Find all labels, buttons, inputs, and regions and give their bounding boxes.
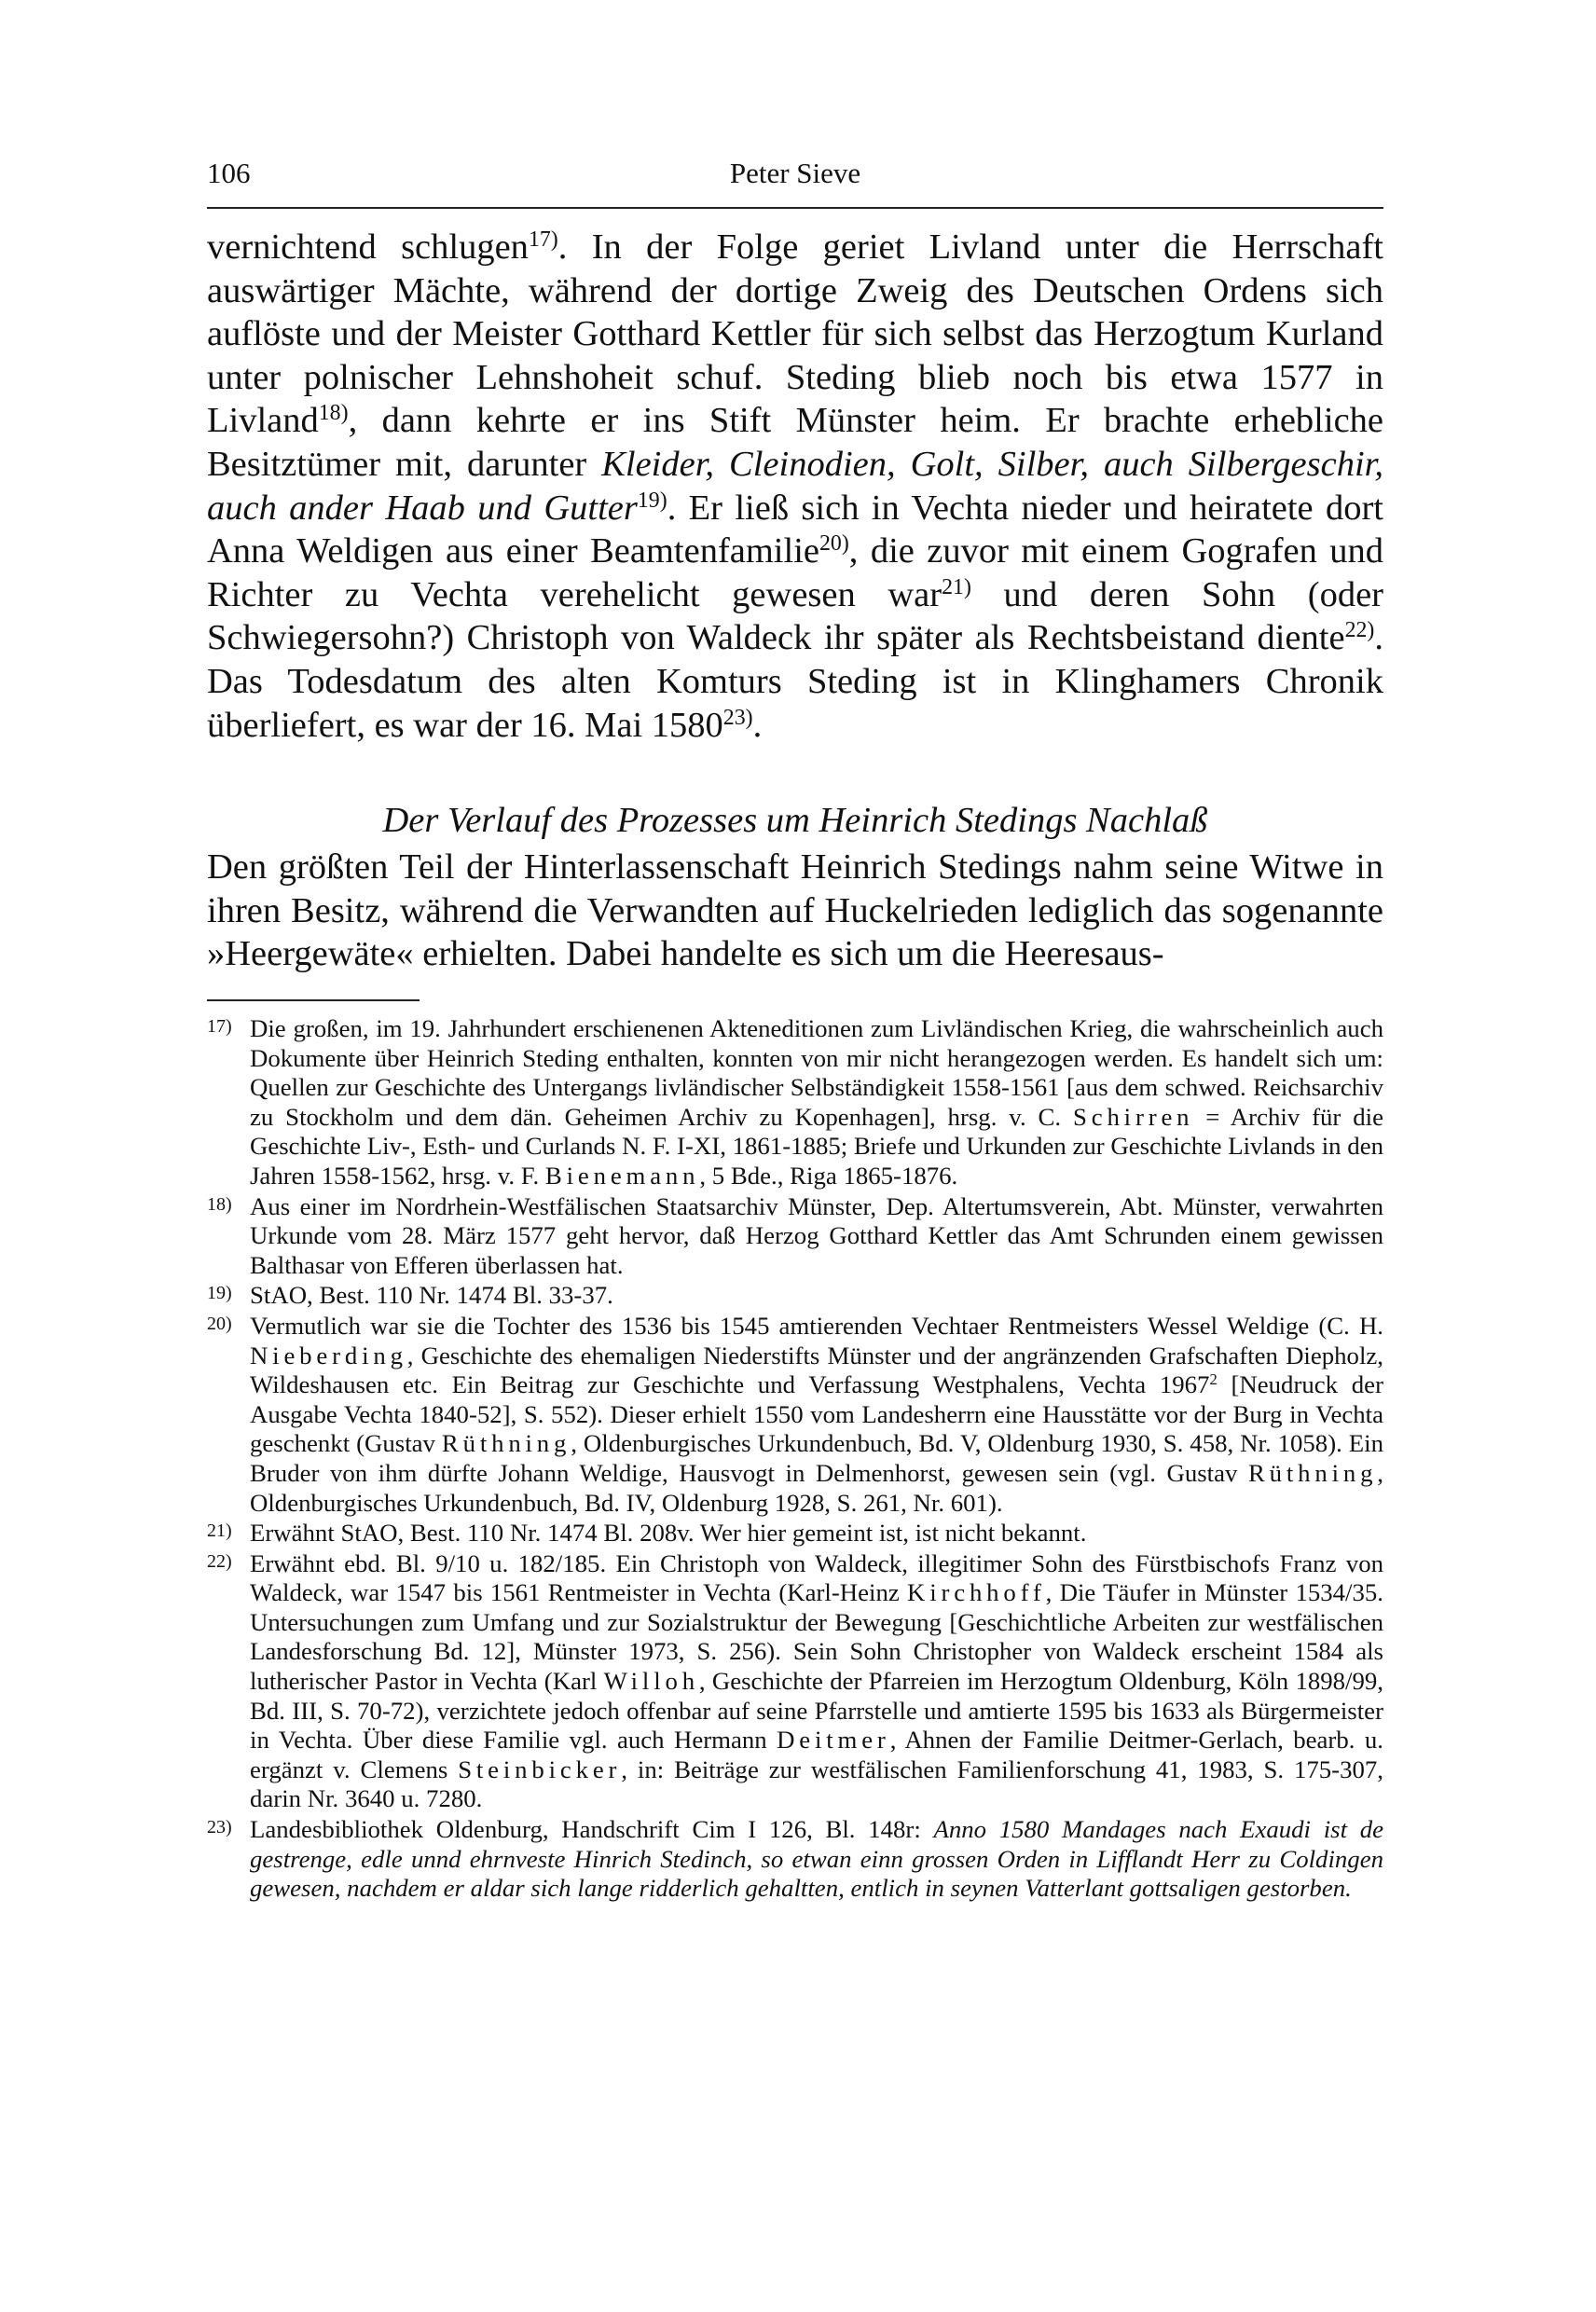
footnote <box>207 1549 1383 1814</box>
text-run: Vermutlich war sie die Tochter des 1536 bis 1545 amtierenden Vechtaer Rentmeisters Wessel Weldige (C. H. <box>250 1311 1383 1340</box>
author-name: Willoh <box>603 1667 699 1696</box>
text-run: . In der Folge geriet Livland unter die Herrschaft auswärtiger Mächte, während der dortige Zweig des Deutschen Ordens sich auflöste und der Meister Gotthard Kettler für sich selbst das Herzogtum Kurland unter polnischer Lehnshoheit schuf. Steding blieb noch bis etwa 1577 in Livland <box>207 227 1383 441</box>
text-run: , 5 Bde., Riga 1865-1876. <box>699 1161 958 1190</box>
italic-run: Kleider, Cleinodien, Golt, Silber, auch Silbergeschir, auch ander Haab und Gutter <box>207 444 1384 528</box>
text-run: = Archiv für die Geschichte Liv-, Esth- und Curlands N. F. I-XI, 1861-1885; Briefe und Urkunden zur Geschichte Livlands in den Jahren 1558-1562, hrsg. v. F. <box>250 1102 1383 1190</box>
footnote-number: 22) <box>207 1550 232 1572</box>
footnote-reference: 2 <box>1209 1370 1218 1388</box>
text-run: Aus einer im Nordrhein-Westfälischen Staatsarchiv Münster, Dep. Altertumsverein, Abt. Münster, verwahrten Urkunde vom 28. März 1577 geht hervor, daß Herzog Gotthard Kettler das Amt Schrunden einem gewissen Balthasar von Efferen überlassen hat. <box>250 1191 1383 1279</box>
text-run: . <box>752 705 763 745</box>
text-run: vernichtend schlugen <box>207 227 529 267</box>
footnote-text <box>250 1281 1383 1311</box>
text-run: [Neudruck der Ausgabe Vechta 1840-52], S. 552). Dieser erhielt 1550 vom Landesherrn eine Hausstätte vor der Burg in Vechta geschenkt (Gustav <box>250 1370 1383 1458</box>
text-run: , Ahnen der Familie Deitmer-Gerlach, bearb. u. ergänzt v. Clemens <box>250 1726 1383 1783</box>
author-name: Schirren <box>1073 1102 1194 1131</box>
text-run: , Oldenburgisches Urkundenbuch, Bd. V, Oldenburg 1930, S. 458, Nr. 1058). Ein Bruder von ihm dürfte Johann Weldige, Hausvogt in Delmenhorst, gewesen sein (vgl. Gustav <box>250 1429 1383 1487</box>
footnote-number: 19) <box>207 1283 232 1304</box>
footnote-number: 23) <box>207 1817 232 1838</box>
text-run: , Geschichte des ehemaligen Niederstifts Münster und der angränzenden Grafschaften Diepholz, Wildeshausen etc. Ein Beitrag zur Geschichte und Verfassung Westphalens, Vechta 1967 <box>250 1341 1383 1399</box>
running-head: Peter Sieve <box>729 157 861 189</box>
footnote-reference: 20) <box>819 531 849 557</box>
paragraph-2 <box>207 846 1383 976</box>
footnote-text <box>250 1312 1383 1518</box>
footnote-reference: 17) <box>528 227 558 252</box>
text-run: Die großen, im 19. Jahrhundert erschienenen Akteneditionen zum Livländischen Krieg, die wahrscheinlich auch Dokumente über Heinrich Steding enthalten, konnten von mir nicht herangezogen werden. Es handelt sich um: Quellen zur Geschichte des Untergangs livländischer Selbständigkeit 1558-1561 [aus dem schwed. Reichsarchiv zu Stockholm und dem dän. Geheimen Archiv zu Kopenhagen], hrsg. v. C. <box>250 1014 1383 1131</box>
author-name: Kirchhoff <box>907 1578 1046 1607</box>
author-name: Steinbicker <box>458 1755 622 1783</box>
text-run: Den größten Teil der Hinterlassenschaft Heinrich Stedings nahm seine Witwe in ihren Besitz, während die Verwandten auf Huckelrieden lediglich das sogenannte »Heergewäte« erhielten. Dabei handelte es sich um die Heeresaus- <box>207 847 1383 974</box>
author-name: Bienemann <box>544 1161 700 1190</box>
text-run: , in: Beiträge zur westfälischen Familienforschung 41, 1983, S. 175-307, darin Nr. 3640 u. 7280. <box>250 1755 1384 1813</box>
text-run: . Er ließ sich in Vechta nieder und heiratete dort Anna Weldigen aus einer Beamtenfamilie <box>207 488 1383 571</box>
footnote-number: 17) <box>207 1016 232 1037</box>
footnote-reference: 19) <box>637 488 667 513</box>
author-name: Deitmer <box>777 1726 890 1755</box>
footnote <box>207 1281 1383 1311</box>
footnote-text <box>250 1519 1383 1548</box>
footnote <box>207 1312 1383 1518</box>
paragraph-1 <box>207 226 1383 747</box>
text-run: , die zuvor mit einem Gografen und Richter zu Vechta verehelicht gewesen war <box>207 531 1383 614</box>
footnote-reference: 18) <box>318 401 349 426</box>
author-name: Nieberding <box>250 1341 407 1369</box>
footnote-number: 18) <box>207 1193 232 1215</box>
text-run: StAO, Best. 110 Nr. 1474 Bl. 33-37. <box>250 1281 613 1310</box>
footnote-text <box>250 1014 1383 1191</box>
italic-run: Anno 1580 Mandages nach Exaudi ist de gestrenge, edle unnd ehrnveste Hinrich Stedinch, so etwan einn grossen Orden in Lifflandt Herr zu Coldingen gewesen, nachdem er aldar sich lange ridderlich gehaltten, entlich in seynen Vatterlant gottsaligen gestorben. <box>250 1815 1383 1903</box>
author-name: Rüthning <box>1247 1458 1378 1487</box>
footnote-number: 20) <box>207 1313 232 1334</box>
text-run: Landesbibliothek Oldenburg, Handschrift Cim I 126, Bl. 148r: <box>250 1815 934 1844</box>
footnote <box>207 1192 1383 1281</box>
text-run: . Das Todesdatum des alten Komturs Steding ist in Klinghamers Chronik überliefert, es war der 16. Mai 1580 <box>207 618 1383 745</box>
footnote <box>207 1014 1383 1191</box>
footnote-number: 21) <box>207 1521 232 1542</box>
footnote-reference: 23) <box>722 705 753 730</box>
author-name: Rüthning <box>441 1429 571 1458</box>
text-run: , dann kehrte er ins Stift Münster heim. Er brachte erhebliche Besitztümer mit, darunter <box>207 401 1383 484</box>
text-run: , Die Täufer in Münster 1534/35. Untersuchungen zum Umfang und zur Sozialstruktur der Bewegung [Geschichtliche Arbeiten zur westfälischen Landesforschung Bd. 12], Münster 1973, S. 256). Sein Sohn Christopher von Waldeck erscheint 1584 als lutherischer Pastor in Vechta (Karl <box>250 1578 1383 1696</box>
footnote-reference: 22) <box>1344 618 1375 643</box>
text-run: , Geschichte der Pfarreien im Herzogtum Oldenburg, Köln 1898/99, Bd. III, S. 70-72), verzichtete jedoch offenbar auf seine Pfarrstelle und amtierte 1595 bis 1633 als Bürgermeister in Vechta. Über diese Familie vgl. auch Hermann <box>250 1667 1383 1755</box>
text-run: Erwähnt StAO, Best. 110 Nr. 1474 Bl. 208v. Wer hier gemeint ist, ist nicht bekannt. <box>250 1519 1087 1548</box>
footnote <box>207 1815 1383 1904</box>
page-header <box>207 157 1383 198</box>
footnote-text <box>250 1549 1383 1814</box>
footnote-text <box>250 1192 1383 1281</box>
text-run: , Oldenburgisches Urkundenbuch, Bd. IV, Oldenburg 1928, S. 261, Nr. 601). <box>250 1458 1383 1517</box>
footnote <box>207 1519 1383 1548</box>
section-heading: Der Verlauf des Prozesses um Heinrich Stedings Nachlaß <box>382 801 1208 841</box>
text-run: und deren Sohn (oder Schwiegersohn?) Christoph von Waldeck ihr später als Rechtsbeistand diente <box>207 574 1383 658</box>
main-text <box>207 226 1383 976</box>
page-number: 106 <box>207 157 251 189</box>
footnote-reference: 21) <box>942 574 971 599</box>
header-rule <box>207 207 1383 209</box>
footnote-rule <box>207 999 420 1001</box>
footnotes <box>207 1014 1383 1905</box>
footnote-text <box>250 1815 1383 1904</box>
text-run: Erwähnt ebd. Bl. 9/10 u. 182/185. Ein Christoph von Waldeck, illegitimer Sohn des Fürstbischofs Franz von Waldeck, war 1547 bis 1561 Rentmeister in Vechta (Karl-Heinz <box>250 1548 1383 1607</box>
